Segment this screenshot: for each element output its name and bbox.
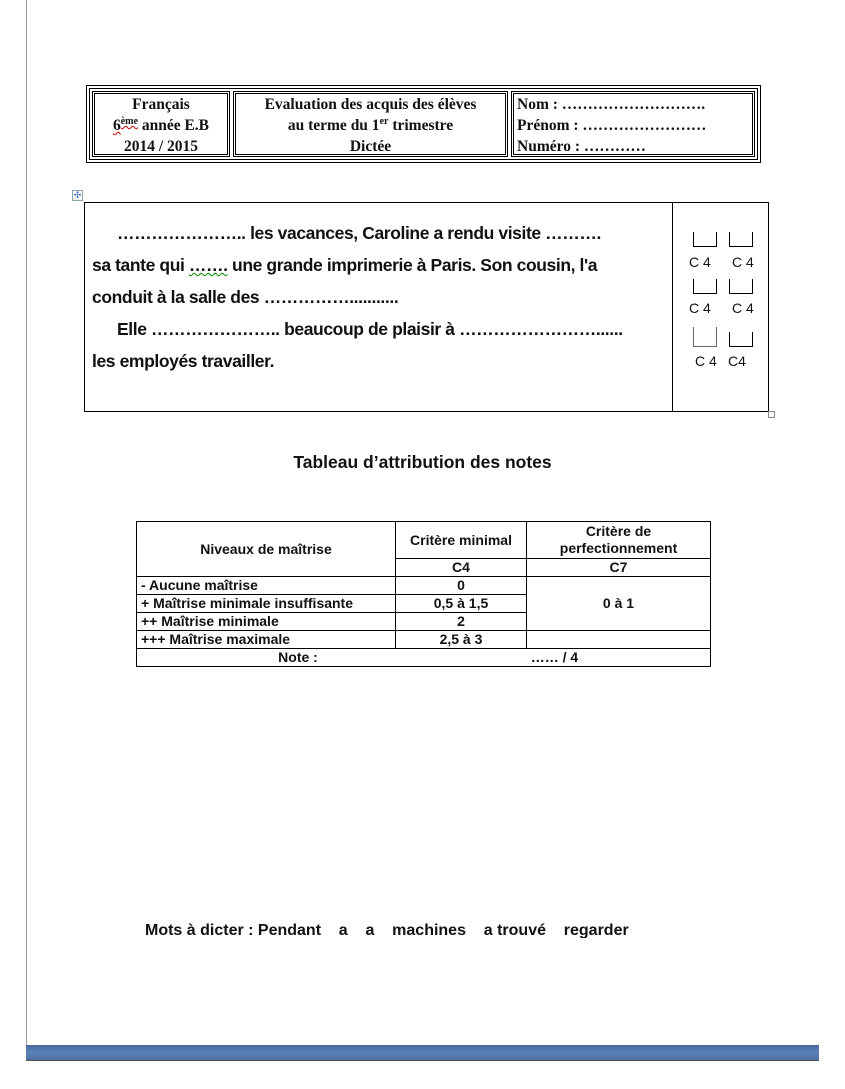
page-footer-bar — [26, 1045, 819, 1061]
level-cell: + Maîtrise minimale insuffisante — [137, 595, 396, 613]
mark-label: C 4 — [732, 300, 754, 316]
header-c4: C4 — [396, 559, 527, 577]
mark-label: C 4 — [689, 254, 711, 270]
table-move-handle-icon[interactable]: ✣ — [73, 190, 82, 200]
dictation-box — [84, 202, 769, 412]
mark-label: C 4 — [732, 254, 754, 270]
dictation-line: ………………….. les vacances, Caroline a rendu visite ………. — [117, 223, 601, 243]
eval-term-sup: er — [379, 115, 389, 127]
text: une grande imprimerie à Paris. Son cousin, l'a — [227, 255, 598, 275]
dictation-line: conduit à la salle des ……………........... — [92, 287, 399, 307]
mark-box[interactable] — [729, 279, 753, 294]
level-rest: année E.B — [137, 117, 210, 134]
c7-cell: 0 à 1 — [527, 577, 711, 631]
dictation-line — [92, 249, 672, 281]
eval-term-b: trimestre — [388, 117, 454, 134]
eval-term — [236, 115, 505, 136]
c4-cell: 2,5 à 3 — [396, 631, 527, 649]
header-c7: C7 — [527, 559, 711, 577]
grading-table — [136, 521, 711, 667]
eval-type: Dictée — [349, 138, 392, 155]
name-field[interactable]: Nom : ………………………. — [517, 96, 706, 113]
text: sa tante qui — [92, 255, 189, 275]
mark-box[interactable] — [729, 332, 753, 347]
note-value[interactable]: …… / 4 — [530, 649, 579, 665]
student-info-cell — [511, 91, 755, 157]
words-to-dictate-clipped — [145, 918, 745, 938]
criteria-marks — [673, 203, 768, 411]
mark-label: C 4 — [695, 353, 717, 369]
dictation-line: les employés travailler. — [92, 351, 275, 371]
note-label: Note : — [278, 649, 318, 665]
exam-header — [86, 85, 761, 163]
level-cell: - Aucune maîtrise — [137, 577, 396, 595]
subject-cell — [92, 91, 230, 157]
level-cell: +++ Maîtrise maximale — [137, 631, 396, 649]
table-resize-handle[interactable] — [768, 411, 775, 418]
mark-box[interactable] — [729, 232, 753, 247]
words-to-dictate: Mots à dicter : Pendant a a machines a trouvé regarder — [145, 922, 629, 938]
mark-box[interactable] — [693, 327, 717, 347]
page-edge — [26, 0, 27, 1045]
level-num: 6 — [112, 117, 121, 134]
dictation-line: Elle ………………….. beaucoup de plaisir à ……………………...... — [117, 319, 623, 339]
subject: Français — [132, 96, 190, 113]
evaluation-cell — [233, 91, 508, 157]
c4-cell: 2 — [396, 613, 527, 631]
level-cell: ++ Maîtrise minimale — [137, 613, 396, 631]
blank: ……. — [188, 255, 228, 275]
dictation-text — [85, 203, 673, 411]
mark-label: C4 — [728, 353, 746, 369]
mark-label: C 4 — [689, 300, 711, 316]
level-sup: ème — [120, 115, 138, 127]
mark-box[interactable] — [693, 232, 717, 247]
mark-box[interactable] — [693, 279, 717, 294]
header-min: Critère minimal — [396, 522, 527, 559]
c4-cell: 0,5 à 1,5 — [396, 595, 527, 613]
eval-title: Evaluation des acquis des élèves — [264, 96, 477, 113]
number-field[interactable]: Numéro : ………… — [517, 138, 646, 155]
empty-cell — [527, 631, 711, 649]
school-year: 2014 / 2015 — [123, 138, 199, 155]
header-levels: Niveaux de maîtrise — [137, 522, 396, 577]
level — [95, 115, 227, 136]
note-row — [137, 649, 711, 667]
c4-cell: 0 — [396, 577, 527, 595]
header-perf: Critère de perfectionnement — [527, 522, 711, 559]
eval-term-a: au terme du 1 — [287, 117, 380, 134]
firstname-field[interactable]: Prénom : …………………… — [517, 117, 707, 134]
grading-title: Tableau d’attribution des notes — [293, 452, 552, 472]
